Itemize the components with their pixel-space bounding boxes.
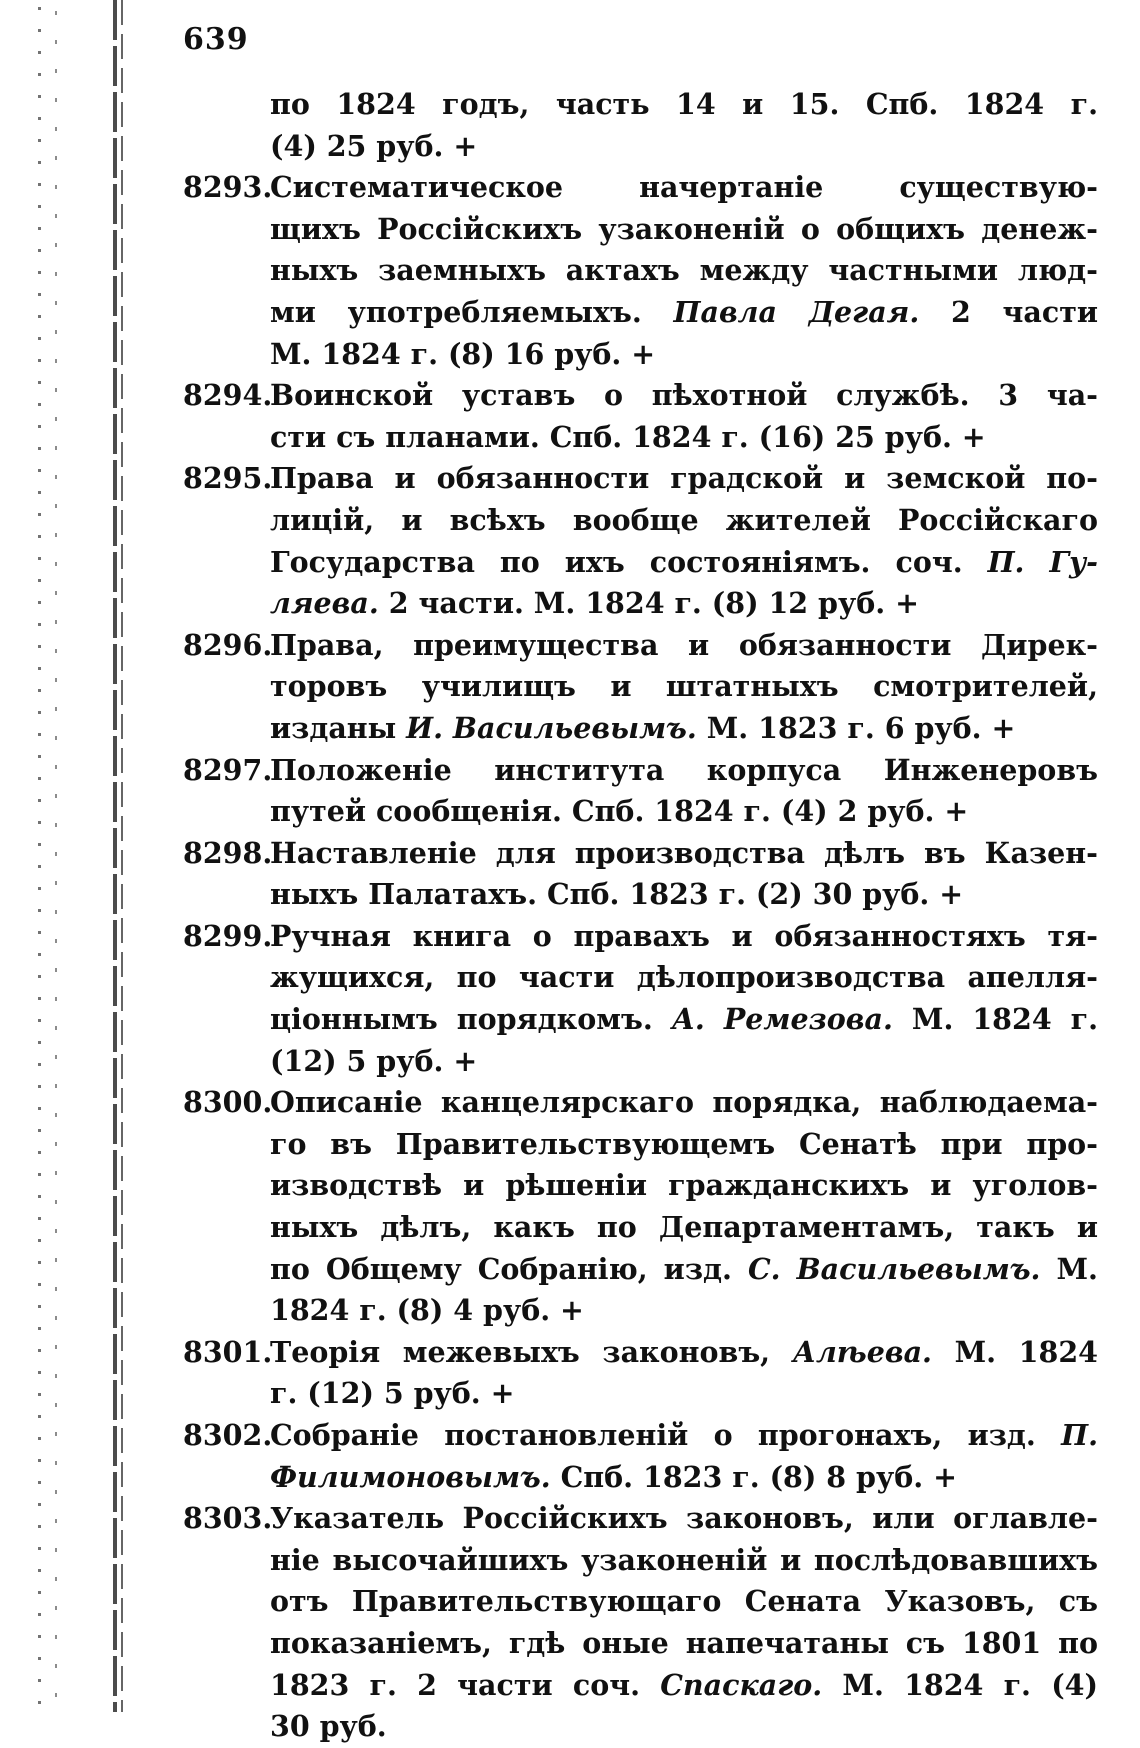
entry-text: ми употребляемыхъ.: [270, 294, 642, 329]
entry-line: 1824 г. (8) 4 руб. +: [270, 1293, 584, 1328]
entry-text: по Общему Собранію, изд.: [270, 1251, 732, 1286]
entry-number: 8295.: [183, 461, 273, 496]
entry-author: ляева.: [270, 586, 379, 621]
entry-text: 1823 г. 2 части соч.: [270, 1667, 640, 1702]
entry-8295: [183, 458, 1098, 624]
entry-8300: [183, 1082, 1098, 1332]
entry-author: С. Васильевымъ.: [747, 1251, 1041, 1286]
entry-author: П.: [1061, 1418, 1098, 1452]
entry-line: ныхъ Палатахъ. Спб. 1823 г. (2) 30 руб. +: [270, 877, 964, 912]
entry-author: Алѣева.: [792, 1334, 932, 1369]
entry-8301: [183, 1332, 1098, 1415]
entry-number: 8298.: [183, 835, 273, 870]
entry-author: И. Васильевымъ.: [406, 710, 697, 745]
page-number: 639: [183, 22, 249, 57]
entry-text: Теорія межевыхъ законовъ,: [270, 1334, 771, 1369]
entry-line: ніе высочайшихъ узаконеній и послѣдовавшихъ: [270, 1542, 1098, 1577]
entry-number: 8296.: [183, 627, 273, 662]
catalog-text: [183, 84, 1098, 1748]
entry-line: г. (12) 5 руб. +: [270, 1376, 515, 1411]
entry-author: Филимоновымъ.: [270, 1459, 551, 1494]
entry-line: торовъ училищъ и штатныхъ смотрителей,: [270, 669, 1098, 704]
entry-line: [270, 292, 1098, 334]
entry-line: Ручная книга о правахъ и обязанностяхъ тя-: [270, 918, 1098, 953]
entry-line: го въ Правительствующемъ Сенатѣ при про-: [270, 1126, 1098, 1161]
entry-line: Указатель Россійскихъ законовъ, или оглавле-: [270, 1501, 1098, 1536]
entry-line: Права, преимущества и обязанности Дирек-: [270, 627, 1098, 662]
entry-text: М.: [1056, 1251, 1098, 1286]
entry-line: лицій, и всѣхъ вообще жителей Россійскаго: [270, 502, 1098, 537]
entry-line: отъ Правительствующаго Сената Указовъ, съ: [270, 1584, 1098, 1619]
entry-line: жущихся, по части дѣлопроизводства апелля-: [270, 960, 1098, 995]
entry-line: Положеніе института корпуса Инженеровъ: [270, 752, 1098, 787]
entry-text: М. 1824: [954, 1334, 1098, 1369]
entry-author: Спаскаго.: [660, 1667, 823, 1702]
entry-text: 2 части. М. 1824 г. (8) 12 руб. +: [388, 586, 919, 621]
entry-8302: [183, 1415, 1098, 1498]
entry-line: Права и обязанности градской и земской по-: [270, 461, 1098, 496]
entry-8298: [183, 833, 1098, 916]
entry-line: ныхъ дѣлъ, какъ по Департаментамъ, такъ и: [270, 1210, 1098, 1245]
entry-line: [270, 1332, 1098, 1374]
entry-number: 8301.: [183, 1334, 273, 1369]
entry-number: 8293.: [183, 170, 273, 205]
entry-author: П. Гу-: [987, 544, 1098, 579]
entry-line: [270, 1665, 1098, 1707]
entry-8297: [183, 750, 1098, 833]
entry-line: по 1824 годъ, часть 14 и 15. Спб. 1824 г.: [270, 87, 1098, 121]
entry-line: показаніемъ, гдѣ оные напечатаны съ 1801 по: [270, 1625, 1098, 1660]
entry-8294: [183, 375, 1098, 458]
entry-line: [270, 1249, 1098, 1291]
entry-line: щихъ Россійскихъ узаконеній о общихъ денеж-: [270, 211, 1098, 246]
entry-line: [270, 708, 1098, 750]
entry-8296: [183, 625, 1098, 750]
entry-line: Наставленіе для производства дѣлъ въ Казен-: [270, 835, 1098, 870]
entry-8303: [183, 1498, 1098, 1748]
entry-number: 8300.: [183, 1085, 273, 1120]
entry-text: Спб. 1823 г. (8) 8 руб. +: [560, 1459, 957, 1494]
entry-continuation: [183, 84, 1098, 167]
entry-author: А. Ремезова.: [671, 1002, 893, 1037]
entry-line: М. 1824 г. (8) 16 руб. +: [270, 336, 656, 371]
entry-text: изданы: [270, 710, 397, 745]
entry-text: Собраніе постановленій о прогонахъ, изд.: [270, 1418, 1036, 1452]
entry-line: [270, 1415, 1098, 1457]
entry-line: Воинской уставъ о пѣхотной службѣ. 3 ча-: [270, 378, 1098, 413]
entry-number: 8299.: [183, 918, 273, 953]
entry-text: Государства по ихъ состояніямъ. соч.: [270, 544, 963, 579]
entry-text: М. 1823 г. 6 руб. +: [706, 710, 1016, 745]
entry-text: ціоннымъ порядкомъ.: [270, 1002, 653, 1037]
entry-text: М. 1824 г. (4): [842, 1667, 1098, 1702]
entry-author: Павла Дегая.: [673, 294, 920, 329]
entry-text: М. 1824 г.: [911, 1002, 1098, 1037]
entry-line: сти съ планами. Спб. 1824 г. (16) 25 руб. +: [270, 419, 986, 454]
entry-line: (12) 5 руб. +: [270, 1043, 478, 1078]
entry-line: [270, 542, 1098, 584]
entry-number: 8294.: [183, 378, 273, 413]
entry-line: [270, 1457, 1098, 1499]
entry-text: 2 части: [950, 294, 1098, 329]
entry-line: Систематическое начертаніе существую-: [270, 170, 1098, 205]
entry-line: 30 руб.: [270, 1709, 387, 1744]
entry-line: [270, 583, 1098, 625]
entry-line: [270, 999, 1098, 1041]
page-gutter-shadow: [0, 0, 145, 1712]
entry-number: 8303.: [183, 1501, 273, 1536]
entry-line: (4) 25 руб. +: [270, 128, 478, 163]
entry-line: изводствѣ и рѣшеніи гражданскихъ и уголов-: [270, 1168, 1098, 1203]
entry-8299: [183, 916, 1098, 1082]
entry-line: путей сообщенія. Спб. 1824 г. (4) 2 руб. +: [270, 794, 969, 829]
entry-8293: [183, 167, 1098, 375]
entry-number: 8302.: [183, 1418, 273, 1452]
entry-line: Описаніе канцелярскаго порядка, наблюдаема-: [270, 1085, 1098, 1120]
entry-number: 8297.: [183, 752, 273, 787]
entry-line: ныхъ заемныхъ актахъ между частными люд-: [270, 253, 1098, 288]
